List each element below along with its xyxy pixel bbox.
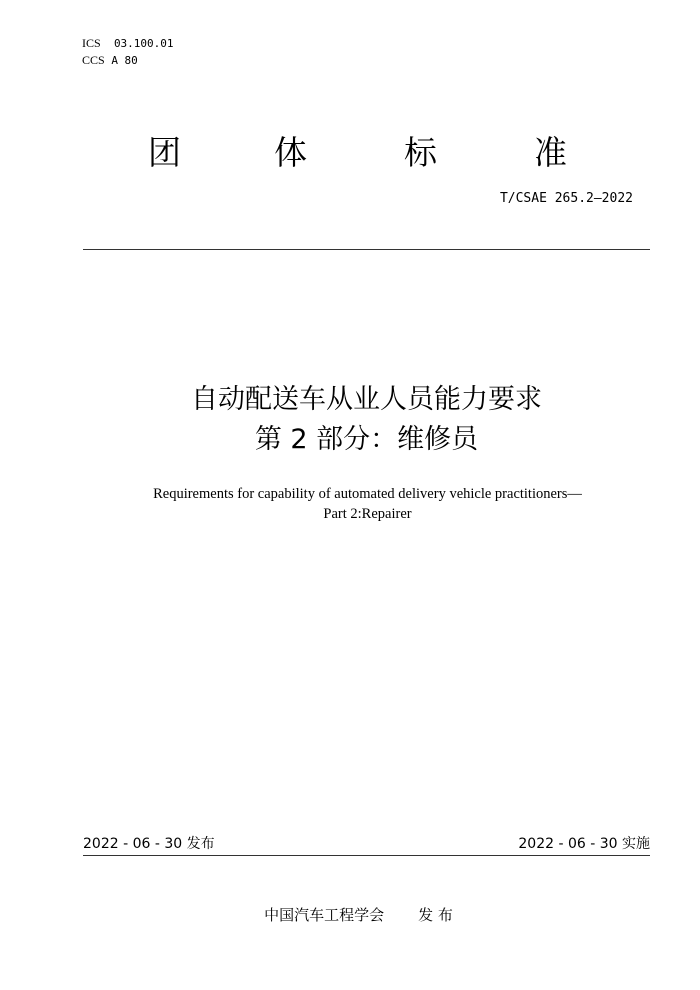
title-line-2: 第 2 部分：维修员: [254, 424, 479, 455]
ics-value: 03.100.01: [113, 37, 174, 50]
classification-codes: [82, 35, 174, 69]
standard-code: T/CSAE 265.2—2022: [499, 191, 633, 206]
ics-label: ICS: [82, 36, 101, 50]
english-title-line-1: Requirements for capability of automated delivery vehicle practitioners—: [153, 486, 582, 502]
footer-divider: [83, 855, 650, 856]
standard-type-char: 准: [534, 133, 567, 172]
header-divider: [83, 249, 650, 250]
english-title: [0, 484, 700, 524]
standard-type-char: 体: [274, 133, 307, 172]
standard-type-char: 团: [148, 133, 181, 172]
implement-date: 2022 - 06 - 30 实施: [518, 836, 650, 852]
issuer-action: 发 布: [418, 906, 453, 924]
ccs-label: CCS: [82, 53, 105, 67]
ccs-code: [82, 52, 174, 69]
standard-type-char: 标: [404, 133, 437, 172]
title-line-1: 自动配送车从业人员能力要求: [191, 384, 542, 415]
ccs-value: A 80: [111, 54, 138, 67]
standard-type-heading: [148, 133, 578, 173]
issuer-name: 中国汽车工程学会: [264, 906, 385, 924]
issuer: [0, 904, 700, 925]
publish-date: 2022 - 06 - 30 发布: [83, 836, 215, 852]
english-title-line-2: Part 2:Repairer: [323, 506, 412, 522]
ics-code: [82, 35, 174, 52]
